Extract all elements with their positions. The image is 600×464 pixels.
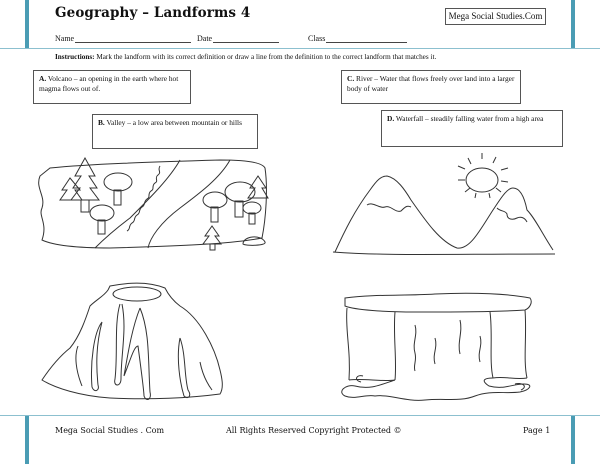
volcano-illustration[interactable] xyxy=(40,278,250,408)
page-title: Geography – Landforms 4 xyxy=(55,5,251,21)
footer-rule xyxy=(0,415,600,416)
footer-site: Mega Social Studies . Com xyxy=(55,426,165,435)
right-top-accent-bar xyxy=(571,0,575,48)
river-illustration[interactable] xyxy=(30,148,275,258)
instructions xyxy=(55,53,436,61)
instructions-text: Mark the landform with its correct definition or draw a line from the definition to the correct landform that matches it. xyxy=(94,53,437,61)
left-bottom-accent-bar xyxy=(25,416,29,464)
name-label: Name xyxy=(55,34,75,43)
date-field[interactable] xyxy=(197,34,279,43)
left-top-accent-bar xyxy=(25,0,29,48)
date-blank[interactable] xyxy=(213,35,279,43)
name-field[interactable] xyxy=(55,34,191,43)
right-bottom-accent-bar xyxy=(571,416,575,464)
waterfall-illustration[interactable] xyxy=(335,290,545,405)
date-label: Date xyxy=(197,34,213,43)
definition-text: Waterfall – steadily falling water from a high area xyxy=(394,114,544,123)
definition-text: Valley – a low area between mountain or hills xyxy=(104,118,242,127)
class-label: Class xyxy=(308,34,326,43)
valley-illustration[interactable] xyxy=(325,150,565,260)
definition-box-a xyxy=(33,70,191,104)
definition-box-c xyxy=(341,70,521,104)
definition-box-b xyxy=(92,114,258,149)
class-field[interactable] xyxy=(308,34,407,43)
footer-copyright: All Rights Reserved Copyright Protected © xyxy=(226,426,402,435)
definition-text: Volcano – an opening in the earth where hot magma flows out of. xyxy=(39,74,179,93)
definition-letter: B. xyxy=(98,118,105,127)
definition-box-d xyxy=(381,110,563,147)
footer-page-number: Page 1 xyxy=(523,426,551,435)
class-blank[interactable] xyxy=(326,35,407,43)
name-blank[interactable] xyxy=(75,35,191,43)
definition-letter: C. xyxy=(347,74,355,83)
header-rule xyxy=(0,48,600,49)
brand-box: Mega Social Studies.Com xyxy=(445,8,546,25)
definition-text: River – Water that flows freely over land into a larger body of water xyxy=(347,74,515,93)
definition-letter: A. xyxy=(39,74,47,83)
definition-letter: D. xyxy=(387,114,395,123)
instructions-label: Instructions: xyxy=(55,53,95,61)
